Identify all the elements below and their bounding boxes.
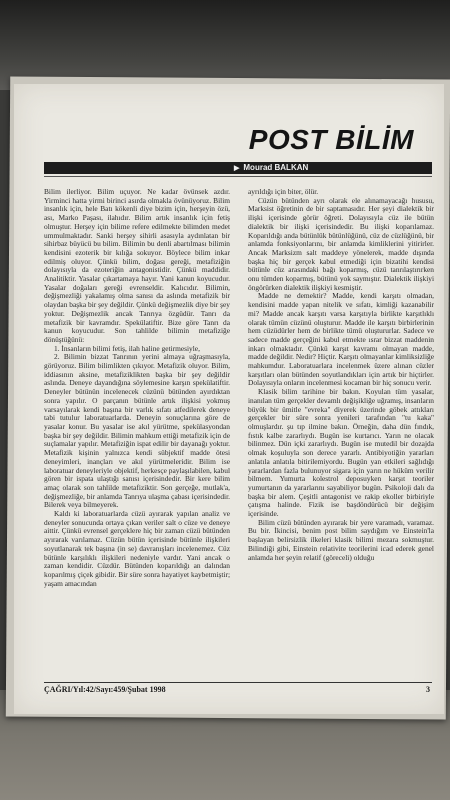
issue-info: ÇAĞRI/Yıl:42/Sayı:459/Şubat 1998 (44, 685, 166, 694)
paragraph: 2. Bilimin bizzat Tanrının yerini almaya uğraşmasıyla, görüyoruz. Bilim bilimlikten çıkıyor. Metafizik oluyor. Bilim, iddiasının aksine, metafiziklikten başka bir şey değildir aslında. Deneye dayandığına söylemesine karşın spekülatiftir. Deneyler bütünün incelenecek cüzünü bütünden ayırdıktan sonra yapılır. O parçanın bütünle artık ilişkisi yokmuş varsayılarak kendi başına bir varlık sıfatı atfedilerek deneye tabi tutulur laboratuarlarda. Deneyin sonuçlarına göre de yasalar konur. Bu yasalar ise akıl yürütme, spekülasyondan başka bir şey değildir. Bilimin mahkum ettiği metafizik için de suçlamalar yapılır. Metafiziğin ispat edilir bir dayanağı yoktur. Metafizik kişinin yalnızca kendi sübjektif madde ötesi deneyimleri, inançları ve akıl yürütmeleridir. Bilim ise laboratuar deneyleriyle objektif, herkesçe paylaşılabilen, kabul gören bir ispata ulaştığı sanısı içerisindedir. Bir kere bilim amaç olarak son tahlilde metafiziktir. Son gerçeğe, mutlak'a, değişmezliğe, bir anlamda Tanrıya ulaşma çabası içerisindedir. Bilerek veya bilmeyerek. (44, 352, 230, 510)
author-name: Mourad BALKAN (243, 163, 309, 172)
paragraph: Bilim ilerliyor. Bilim uçuyor. Ne kadar övünsek azdır. Yirminci hatta yirmi birinci asırda olmakla övünüyoruz. Bilim insanlık için, hele Batı kökenli diye bizim için, herşeyin özü, ası, Marko Paşası, ilahıdır. Bilim artık insanlık için fetiş olmuştur. Herşey için bilime refere edilmekte bilimden medet ummulmaktadır. Sanki herşey sihirli asasıyla aydınlatan bir sihirbaz büyücü bu bilim. Bilimin bu denli abartılması bilimin kendisini ezoterik bir kılığa sokuyor. Böylece bilim inkar edilmiş oluyor. Çünkü bilim, doğası gereği, metafiziğin dolayısıyla da ezoteriğin antagonistidir. Çünkü maddidir. Analitiktir. Yasalar çıkartamaya hayır. Yani kanun koyucudur. Yasalar doğaları gereği evrenseldir. Kalıcıdır. Bilimin, değişmezliği yakalamış olma sanısı da aslında metafizik bir olaydan başka bir şey değildir. Çünkü değişmezlik diye bir şey yoktur. Değişmezlik ancak Tanrıya özgüdür. Tanrı da metafizik bir kavramdır. Spekülatiftir. Bize göre Tanrı da kanun koyucudur. Son tahlilde bilimin metafiziğe dönüştüğünü: (44, 188, 230, 344)
article-title: POST BİLİM (248, 124, 414, 155)
paragraph: 1. İnsanların bilimi fetiş, ilah haline getirmesiyle, (54, 343, 200, 353)
author-byline (234, 162, 308, 174)
footer-rule (44, 682, 432, 683)
paragraph: Madde ne demektir? Madde, kendi karşıtı olmadan, kendisini madde yapan nitelik ve sıfatı, kimliği kazanabilir mi? Madde ancak karşıtı varsa karşıtıyla birlikte karşıtlıklı olarak tümün cüzünü oluşturur. Madde ile karşıtı birbirlerinin hem cüzüdürler hem de birlikte tümü oluştururlar. Sadece ve sadece madde gerçeğini kabul etmekte ısrar bizzat maddenin inkarı olmaktadır. Çünkü karşıt kavramı olmayan madde, madde değildir. Nedir? Hiçtir. Karşıtı olmayanlar kimliksizliğe mahkumdur. Laboratuarlara incelenmek üzere alınan cüzler karşıtları olan bütünden soyutlandıkları için artık bir hiçtirler. Dolayısıyla onların incelenmesi kocaman bir hiç sonucu verir. (248, 291, 434, 388)
text-column-left (44, 188, 230, 678)
header-thin-rule (44, 176, 432, 177)
paragraph: Cüzün bütünden ayrı olarak ele alınamayacağı hususu, Marksist öğretinin de bir saptamasıdır. Her şeyi dialektik bir ilişki içerisinde görür öğreti. Dolayısıyla cüz ile bütün dialektik bir ilişki içerisindedir. Bu ilişki koparılamaz. Koparıldığı anda bütünlük bütünlüğünü, cüz de cüzlüğünü, bir anlamda fonksiyonlarını, bir anlamda kimliklerini yitirirler. Ancak Marksizm salt maddeye yönelerek, madde dışında başka hiç bir gerçek kabul etmediği için bizatihi kendisi bütünle cüz arasındaki bağı koparmış, cüzü tanrılaştırırken onu tümden koparmış, bütünü yok saymıştır. Dialektik ilişkiyi öngörürken dialektik ilişkiyi kesmiştir. (248, 195, 434, 292)
text-column-right (248, 188, 434, 678)
magazine-page (14, 84, 444, 714)
paragraph: Bilim cüzü bütünden ayırarak bir yere varamadı, varamaz. Bu bir. İkincisi, benim post bilim saydığım ve Einstein'la başlayan belirsizlik ilkeleri klasik bilimi mezara sokmuştur. Bilindiği gibi, Einstein relativite teorilerini icad ederek genel anlamda her şeyin relatif (göreceli) olduğu (248, 517, 434, 562)
paragraph: ayrıldığı için biter, ölür. (248, 188, 319, 196)
page-number: 3 (426, 685, 430, 694)
byline-arrow-icon: ▶ (234, 165, 240, 172)
paragraph: Klasik bilim tarihine bir bakın. Koyulan tüm yasalar, inanılan tüm gerçekler devamlı değişikliğe uğramış, insanların büyük bir ümitle "evreka" diyerek üzerinde göbek attıkları gerçekler bir süre sonra yenileri tarafından "tu kaka" olmuşlardır. şu tıp ilmine bakın. Örneğin, daha dün fındık, fıstık kalbe zararlıydı. Bugün ise kurtarıcı. Yarın ne olacak bilinmez. Dün içki zararlıydı. Bugün ise mutedil bir dozajda olmak koşuluyla son derece yararlı. Antibiyotiğin yararları anlatıla anlatıla bitirilemiyordu. Bugün yan etkileri sağlıdığı yararlardan fazla bulunuyor sigara için yarın ne hüküm verilir bilmem. Yumurta kolestrol deposuyken karşıt teoriler yumurtanın da yararlarını sayabiliyor bugün. Psikoloji dalı da başka bir alem. Çeşitli antagonist ve rakip ekoller birbiriyle çatışma halinde. Fizik ise başdöndürücü bir değişim içerisinde. (248, 387, 434, 519)
paragraph: Kaldı ki laboratuarlarda cüzü ayırarak yapılan analiz ve deneyler sonucunda ortaya çıkan veriler salt o cüze ve deneye aittir. Çünkü evrensel gerçeklere hiç bir zaman cüzü bütünden ayırarak varılamaz. Cüzün bütün içerisinde bütünle ilişkileri soyutlanarak tek başına (in se) davranışları incelenemez. Cüz bütünle karşılıklı ilişkileri nedeniyle vardır. Yani ancak o zaman kendidir. Cüzdür. Bütünden koparıldığı an dalından koparılmış çiçek gibidir. Bir süre sonra hayatiyet kaybetmiştir; yaşam amacından (44, 509, 230, 588)
